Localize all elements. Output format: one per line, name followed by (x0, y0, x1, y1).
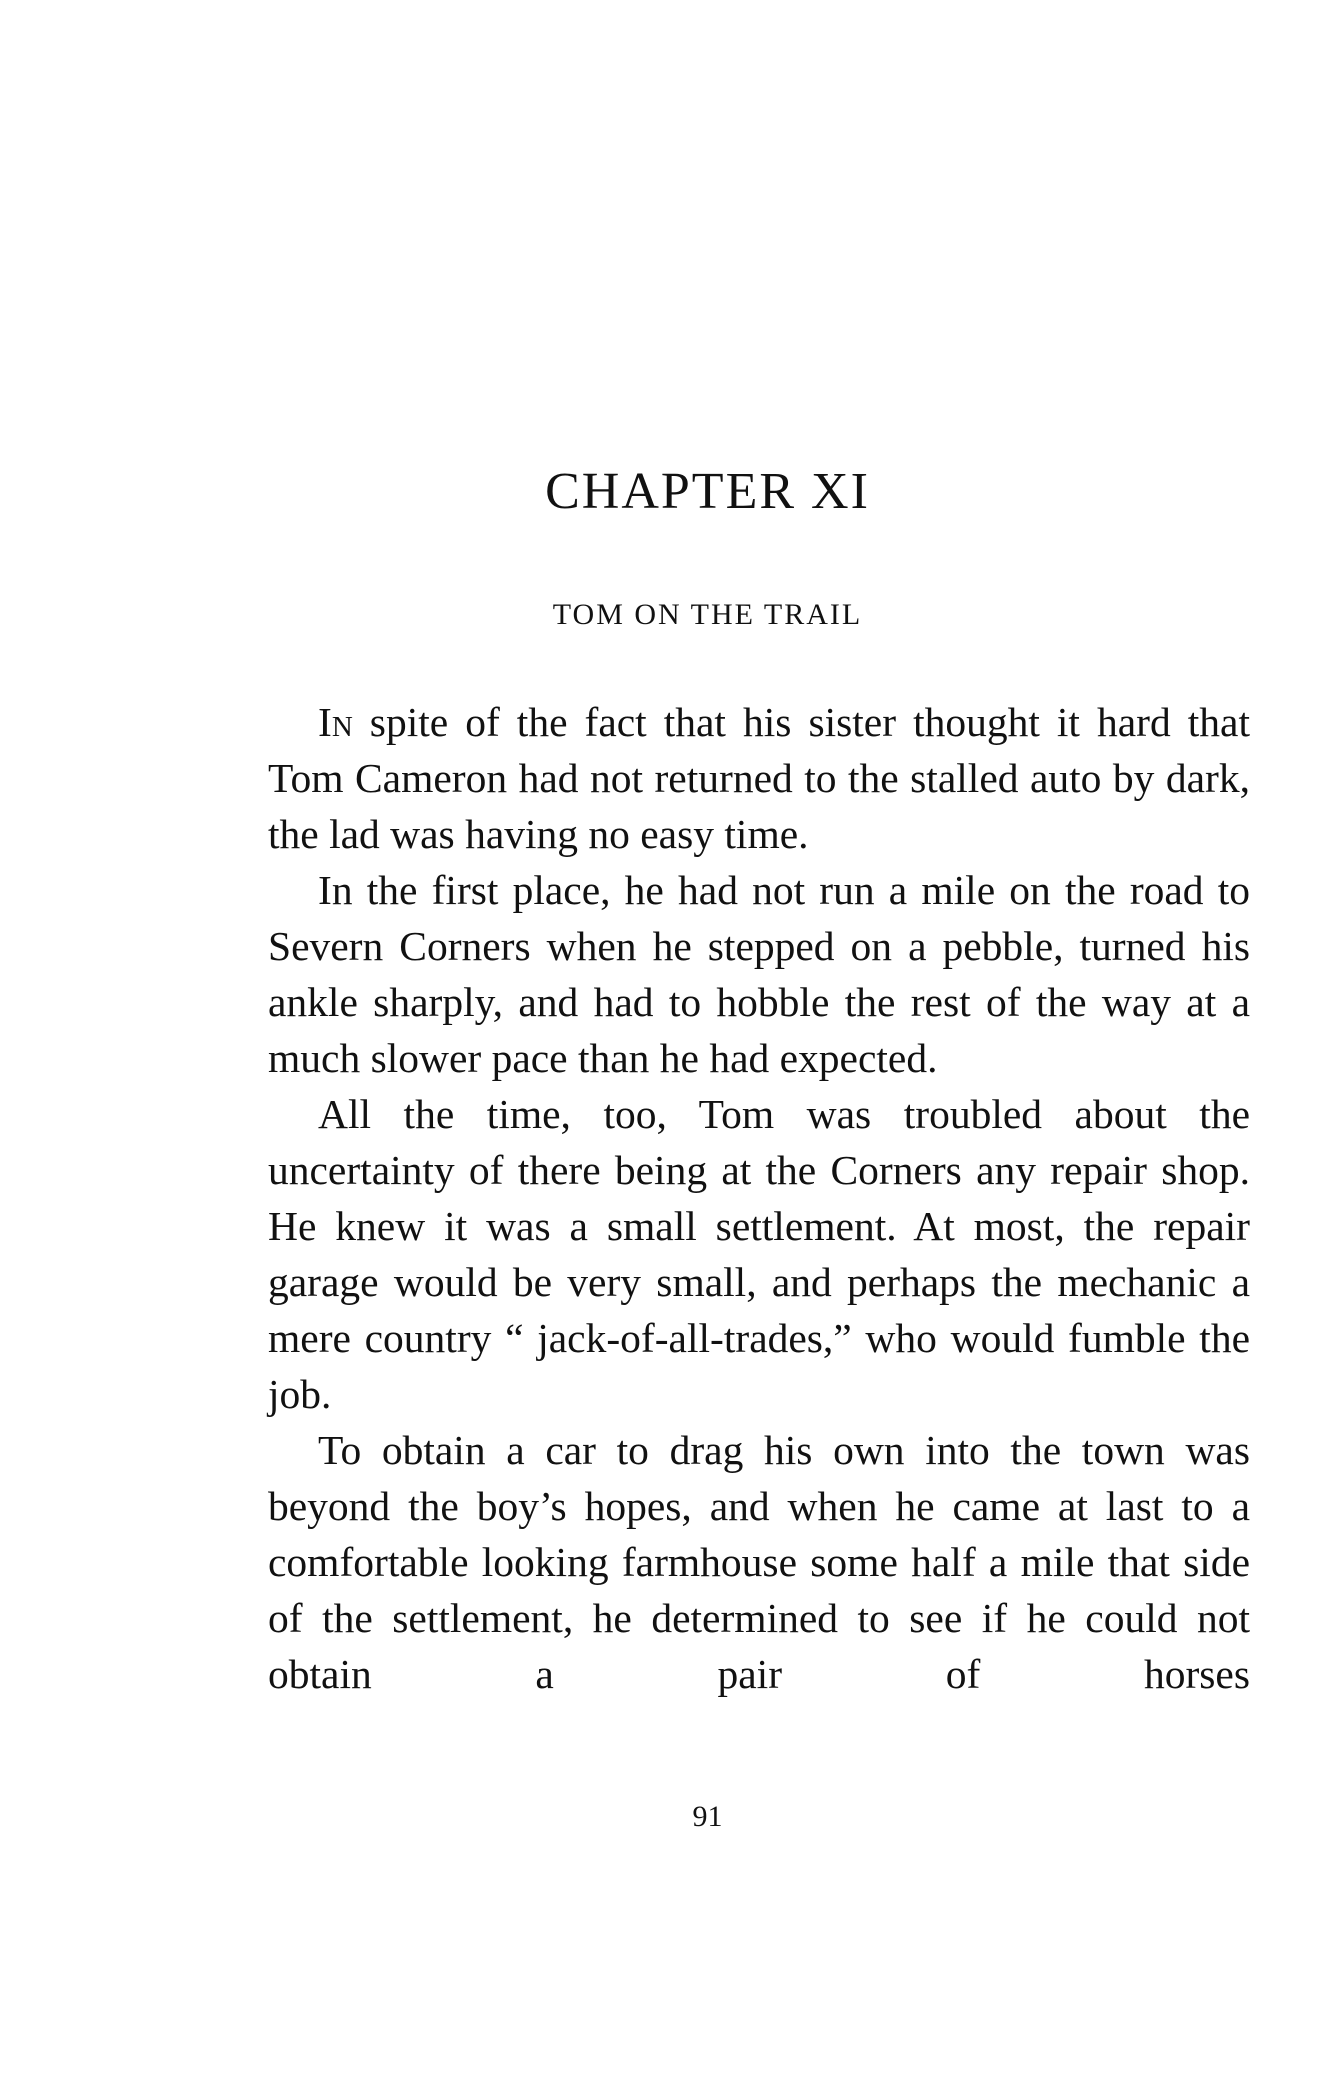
chapter-subtitle: TOM ON THE TRAIL (552, 598, 863, 631)
paragraph-text: All the time, too, Tom was troubled about the uncertainty of there being at the Corners any repair shop. He knew it was a small settlement. At most, the repair garage would be very small, and perhaps the mechanic a mere country “ jack-of-all-trades,” who would fumble the job. (268, 1091, 1250, 1417)
page-number: 91 (692, 1800, 723, 1833)
paragraph-1 (268, 694, 1250, 862)
paragraph-2 (268, 862, 1250, 1086)
chapter-body (268, 694, 1250, 1702)
paragraph-text: spite of the fact that his sister thought it hard that Tom Cameron had not returned to the stalled auto by dark, the lad was having no easy time. (268, 699, 1250, 857)
paragraph-3 (268, 1086, 1250, 1422)
chapter-heading: CHAPTER XI (545, 463, 870, 520)
paragraph-text: To obtain a car to drag his own into the town was beyond the boy’s hopes, and when he came at last to a comfortable looking farmhouse some half a mile that side of the settlement, he determined to see if he could not obtain a pair of horses (268, 1427, 1250, 1697)
paragraph-text: In the first place, he had not run a mile on the road to Severn Corners when he stepped on a pebble, turned his ankle sharply, and had to hobble the rest of the way at a much slower pace than he had expected. (268, 867, 1250, 1081)
paragraph-lead: In (318, 699, 353, 745)
paragraph-4 (268, 1422, 1250, 1702)
